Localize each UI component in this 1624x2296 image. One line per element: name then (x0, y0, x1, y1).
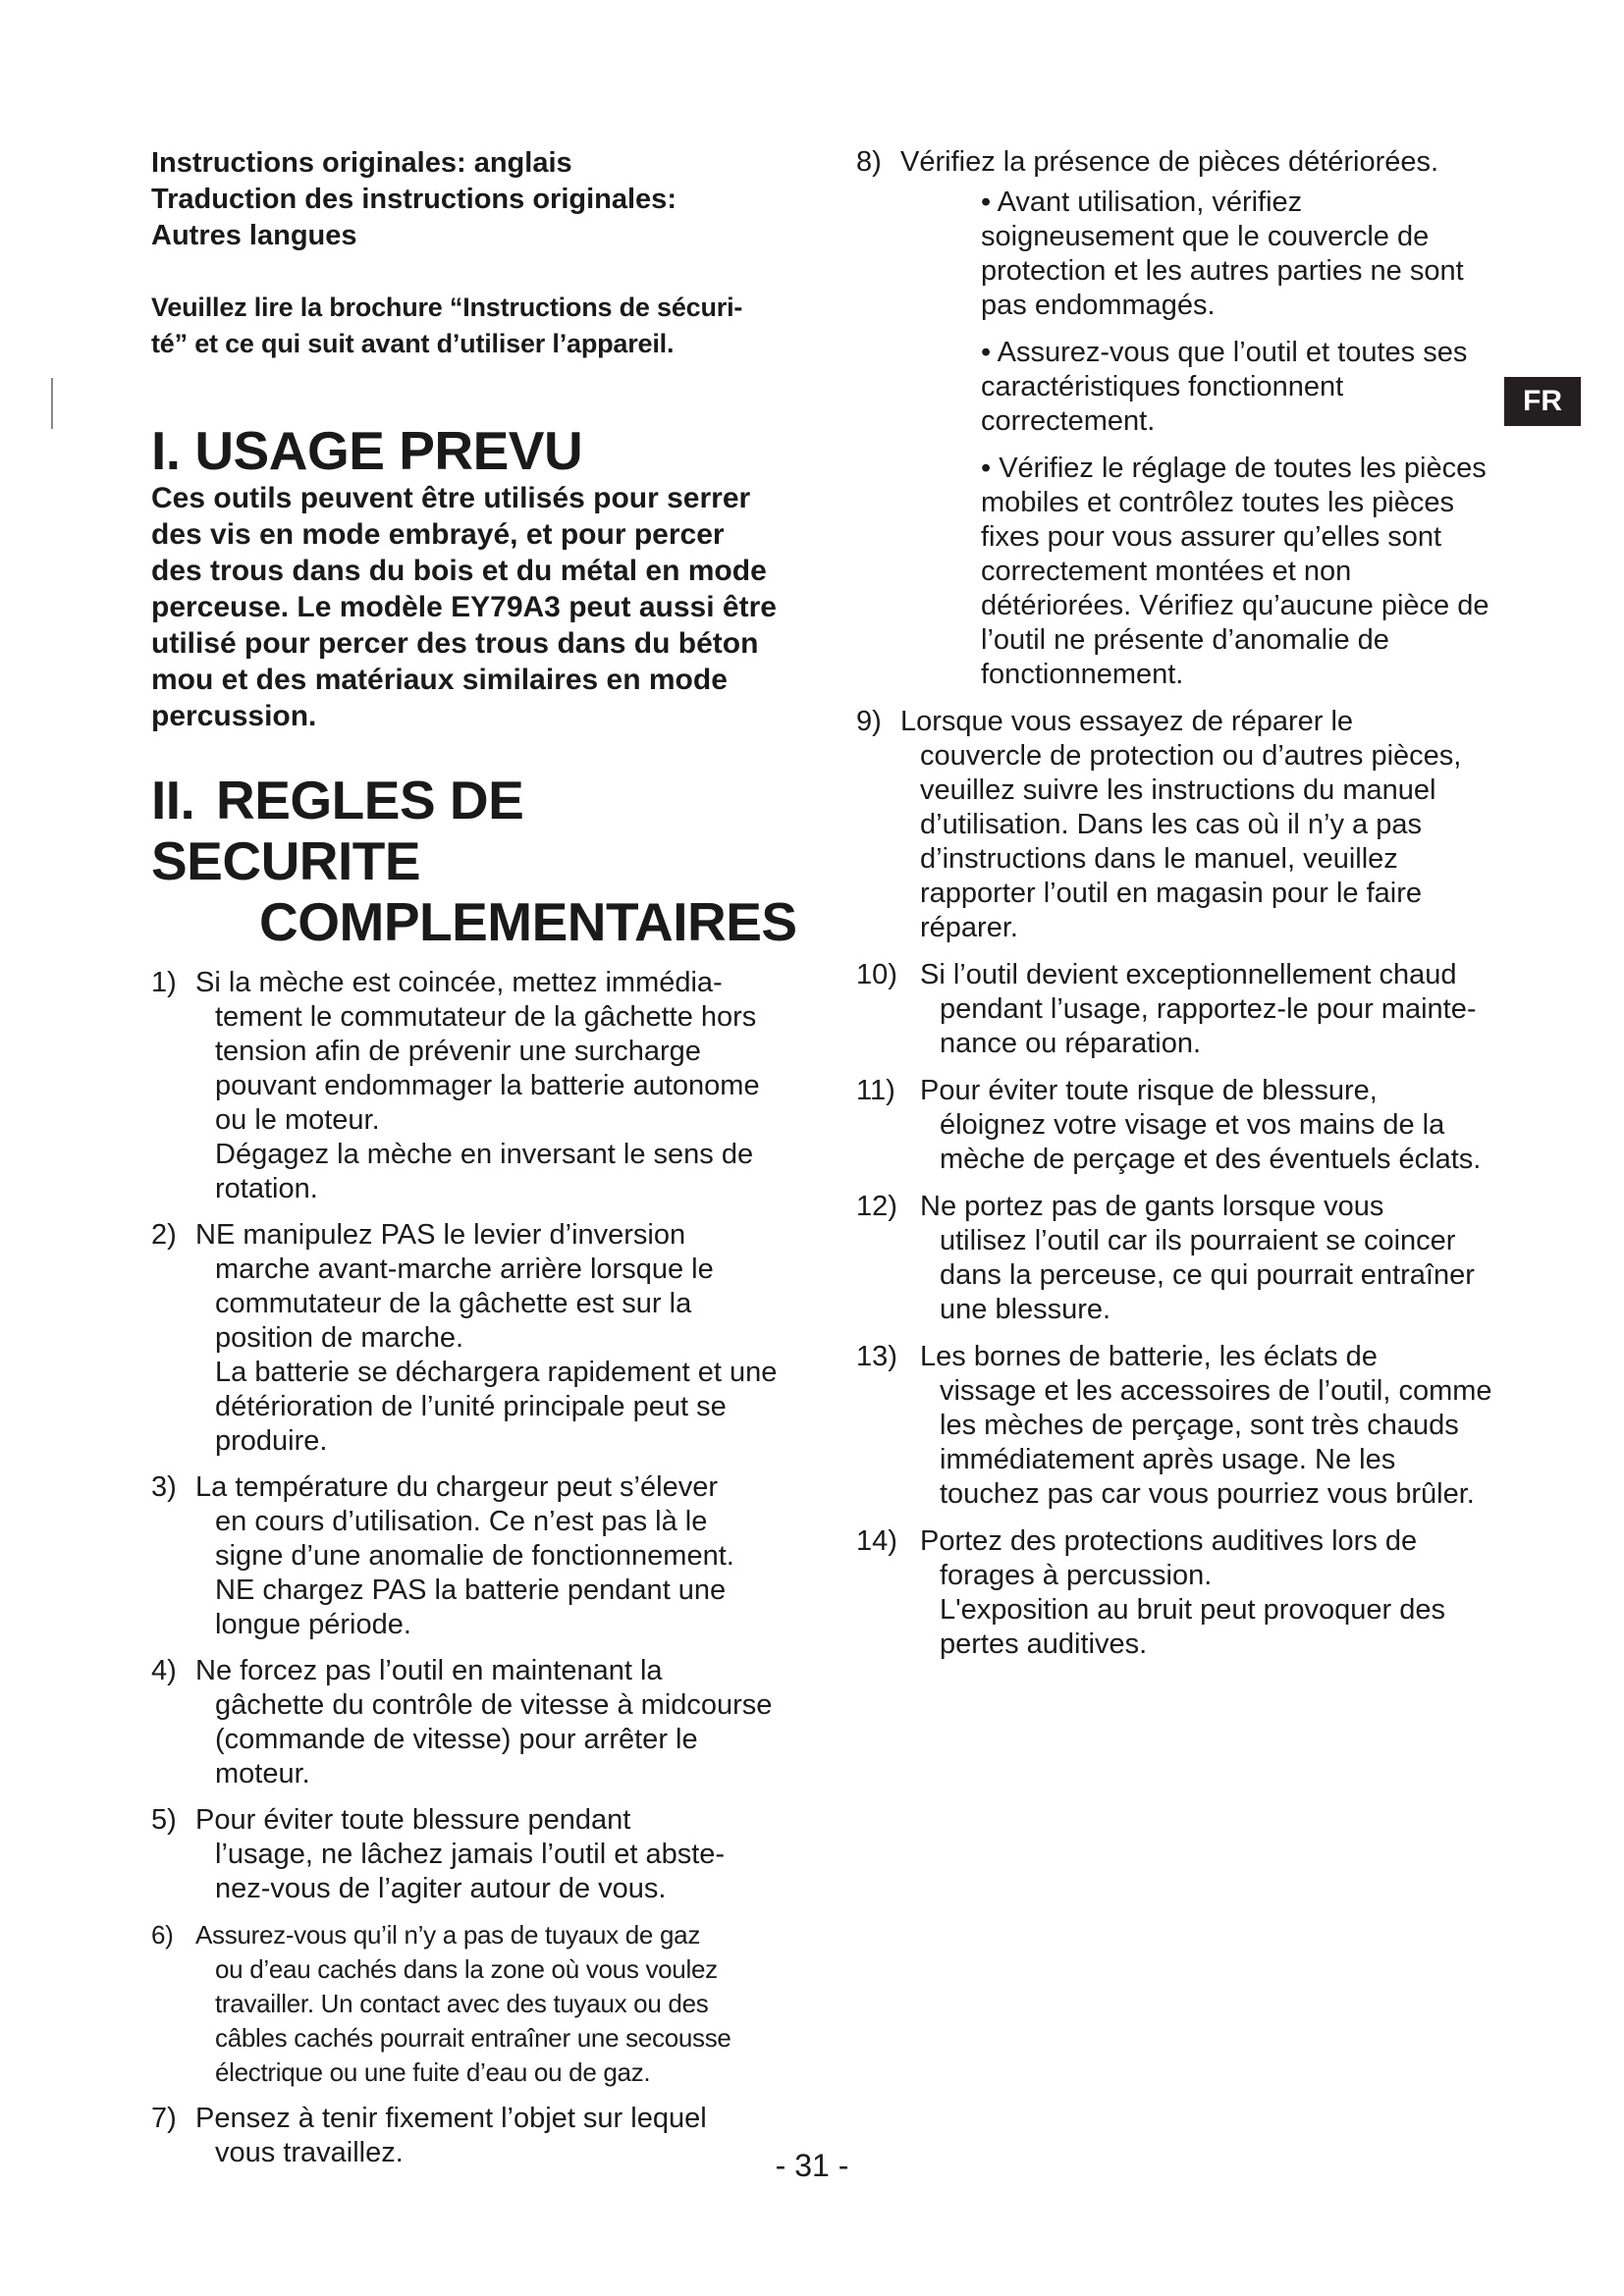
item-text: l’usage, ne lâchez jamais l’outil et abste-nez-vous de l’agiter autour de vous. (215, 1839, 726, 1904)
header-original-language: Instructions originales: anglais (151, 147, 572, 179)
bullet-item: • Avant utilisation, vérifiez soigneusement que le couvercle de protection et les autres parties ne sont pas endommagés. (981, 187, 1464, 321)
right-column (856, 145, 1494, 1675)
item-number: 14) (856, 1525, 897, 1557)
item-text-first: Pour éviter toute risque de blessure, (920, 1075, 1378, 1106)
header-translation: Traduction des instructions originales: (151, 184, 677, 215)
item-text-first: Ne portez pas de gants lorsque vous (920, 1191, 1384, 1222)
item-text: éloignez votre visage et vos mains de la mèche de perçage et des éventuels éclats. (940, 1109, 1482, 1175)
bullet-item: • Vérifiez le réglage de toutes les pièces mobiles et contrôlez toutes les pièces fixes pour vous assurer qu’elles sont correctement montées et non détériorées. Vérifiez qu’aucune pièce de l’outil ne présente d’anomalie de fonctionnement. (981, 453, 1489, 690)
list-item (856, 145, 1494, 692)
list-item (151, 1470, 780, 1642)
item-number: 8) (856, 146, 882, 178)
list-item (856, 1190, 1494, 1327)
item-text: pendant l’usage, rapportez-le pour mainte-nance ou réparation. (940, 993, 1477, 1059)
item-number: 10) (856, 959, 897, 990)
list-item (856, 1074, 1494, 1177)
item-number: 11) (856, 1075, 895, 1106)
item-text-first: Pensez à tenir fixement l’objet sur lequel (195, 2103, 707, 2134)
item-8-bullet-list (920, 186, 1494, 692)
item-text: tement le commutateur de la gâchette hors tension afin de prévenir une surcharge pouvant endommager la batterie autonome ou le moteur. (215, 1001, 760, 1136)
item-number: 4) (151, 1655, 177, 1686)
item-text: gâchette du contrôle de vitesse à midcourse (commande de vitesse) pour arrêter le moteur. (215, 1689, 773, 1789)
item-text-extra: L'exposition au bruit peut provoquer des pertes auditives. (940, 1594, 1445, 1660)
section-2-number: II. (151, 770, 195, 830)
read-notice-line-2: té” et ce qui suit avant d’utiliser l’appareil. (151, 329, 675, 358)
item-text-first: Si la mèche est coincée, mettez immédia- (195, 967, 723, 998)
item-text-first: Ne forcez pas l’outil en maintenant la (195, 1655, 663, 1686)
item-text-first: Pour éviter toute blessure pendant (195, 1804, 631, 1836)
safety-rules-list-left (151, 966, 780, 2170)
item-number: 9) (856, 706, 882, 737)
item-number: 13) (856, 1341, 897, 1372)
item-text-first: Assurez-vous qu’il n’y a pas de tuyaux de gaz (195, 1920, 701, 1949)
section-1-intro: Ces outils peuvent être utilisés pour serrer des vis en mode embrayé, et pour percer des trous dans du bois et du métal en mode perceuse. Le modèle EY79A3 peut aussi être utilisé pour percer des trous dans du béton mou et des matériaux similaires en mode percussion. (151, 482, 777, 732)
language-tab: FR (1504, 377, 1581, 426)
item-text-first: La température du chargeur peut s’élever (195, 1471, 718, 1503)
item-text: vous travaillez. (215, 2137, 404, 2168)
section-2-title (151, 770, 797, 952)
list-item (856, 1340, 1494, 1512)
item-number: 5) (151, 1804, 177, 1836)
list-item (151, 1218, 780, 1459)
item-text-first: NE manipulez PAS le levier d’inversion (195, 1219, 686, 1251)
list-item (856, 1524, 1494, 1662)
safety-rules-list-right (856, 145, 1494, 1662)
item-text: vissage et les accessoires de l’outil, comme les mèches de perçage, sont très chauds immédiatement après usage. Ne les touchez pas car vous pourriez vous brûler. (940, 1375, 1492, 1510)
item-text-first: Lorsque vous essayez de réparer le (900, 706, 1354, 737)
item-text: en cours d’utilisation. Ce n’est pas là le signe d’une anomalie de fonctionnement. NE chargez PAS la batterie pendant une longue période. (215, 1506, 734, 1640)
item-text: couvercle de protection ou d’autres pièces, veuillez suivre les instructions du manuel d’utilisation. Dans les cas où il n’y a pas d’instructions dans le manuel, veuillez rapporter l’outil en magasin pour le faire réparer. (920, 740, 1462, 943)
item-number: 12) (856, 1191, 897, 1222)
item-text: forages à percussion. (940, 1560, 1213, 1591)
list-item (151, 1918, 780, 2090)
item-number: 6) (151, 1920, 174, 1949)
list-item (151, 1803, 780, 1906)
header-other-languages: Autres langues (151, 220, 357, 251)
item-text-extra: La batterie se déchargera rapidement et une détérioration de l’unité principale peut se produire. (215, 1357, 778, 1457)
item-text-first: Les bornes de batterie, les éclats de (920, 1341, 1378, 1372)
item-text-first: Portez des protections auditives lors de (920, 1525, 1418, 1557)
item-text: marche avant-marche arrière lorsque le commutateur de la gâchette est sur la position de marche. (215, 1254, 714, 1354)
section-1-title: I. USAGE PREVU (151, 420, 583, 481)
list-item (151, 1654, 780, 1791)
item-text: utilisez l’outil car ils pourraient se coincer dans la perceuse, ce qui pourrait entraîner une blessure. (940, 1225, 1475, 1325)
item-number: 1) (151, 967, 177, 998)
item-text-first: Si l’outil devient exceptionnellement chaud (920, 959, 1457, 990)
item-number: 2) (151, 1219, 177, 1251)
section-2-title-line-2: COMPLEMENTAIRES (259, 891, 797, 952)
list-item (856, 958, 1494, 1061)
page-number: - 31 - (775, 2148, 849, 2183)
section-2-title-line-1: REGLES DE SECURITE (151, 770, 524, 891)
margin-marker (51, 378, 53, 429)
list-item (151, 966, 780, 1206)
list-item (856, 705, 1494, 945)
item-text-first: Vérifiez la présence de pièces détériorées. (900, 146, 1439, 178)
read-notice (151, 290, 780, 362)
left-column (151, 145, 797, 2182)
item-text: ou d’eau cachés dans la zone où vous voulez travailler. Un contact avec des tuyaux ou des câbles cachés pourrait entraîner une secousse électrique ou une fuite d’eau ou de gaz. (215, 1954, 731, 2087)
item-number: 7) (151, 2103, 177, 2134)
bullet-item: • Assurez-vous que l’outil et toutes ses caractéristiques fonctionnent correctement. (981, 337, 1468, 437)
read-notice-line-1: Veuillez lire la brochure “Instructions de sécuri- (151, 293, 743, 322)
item-text-extra: Dégagez la mèche en inversant le sens de rotation. (215, 1139, 754, 1204)
item-number: 3) (151, 1471, 177, 1503)
